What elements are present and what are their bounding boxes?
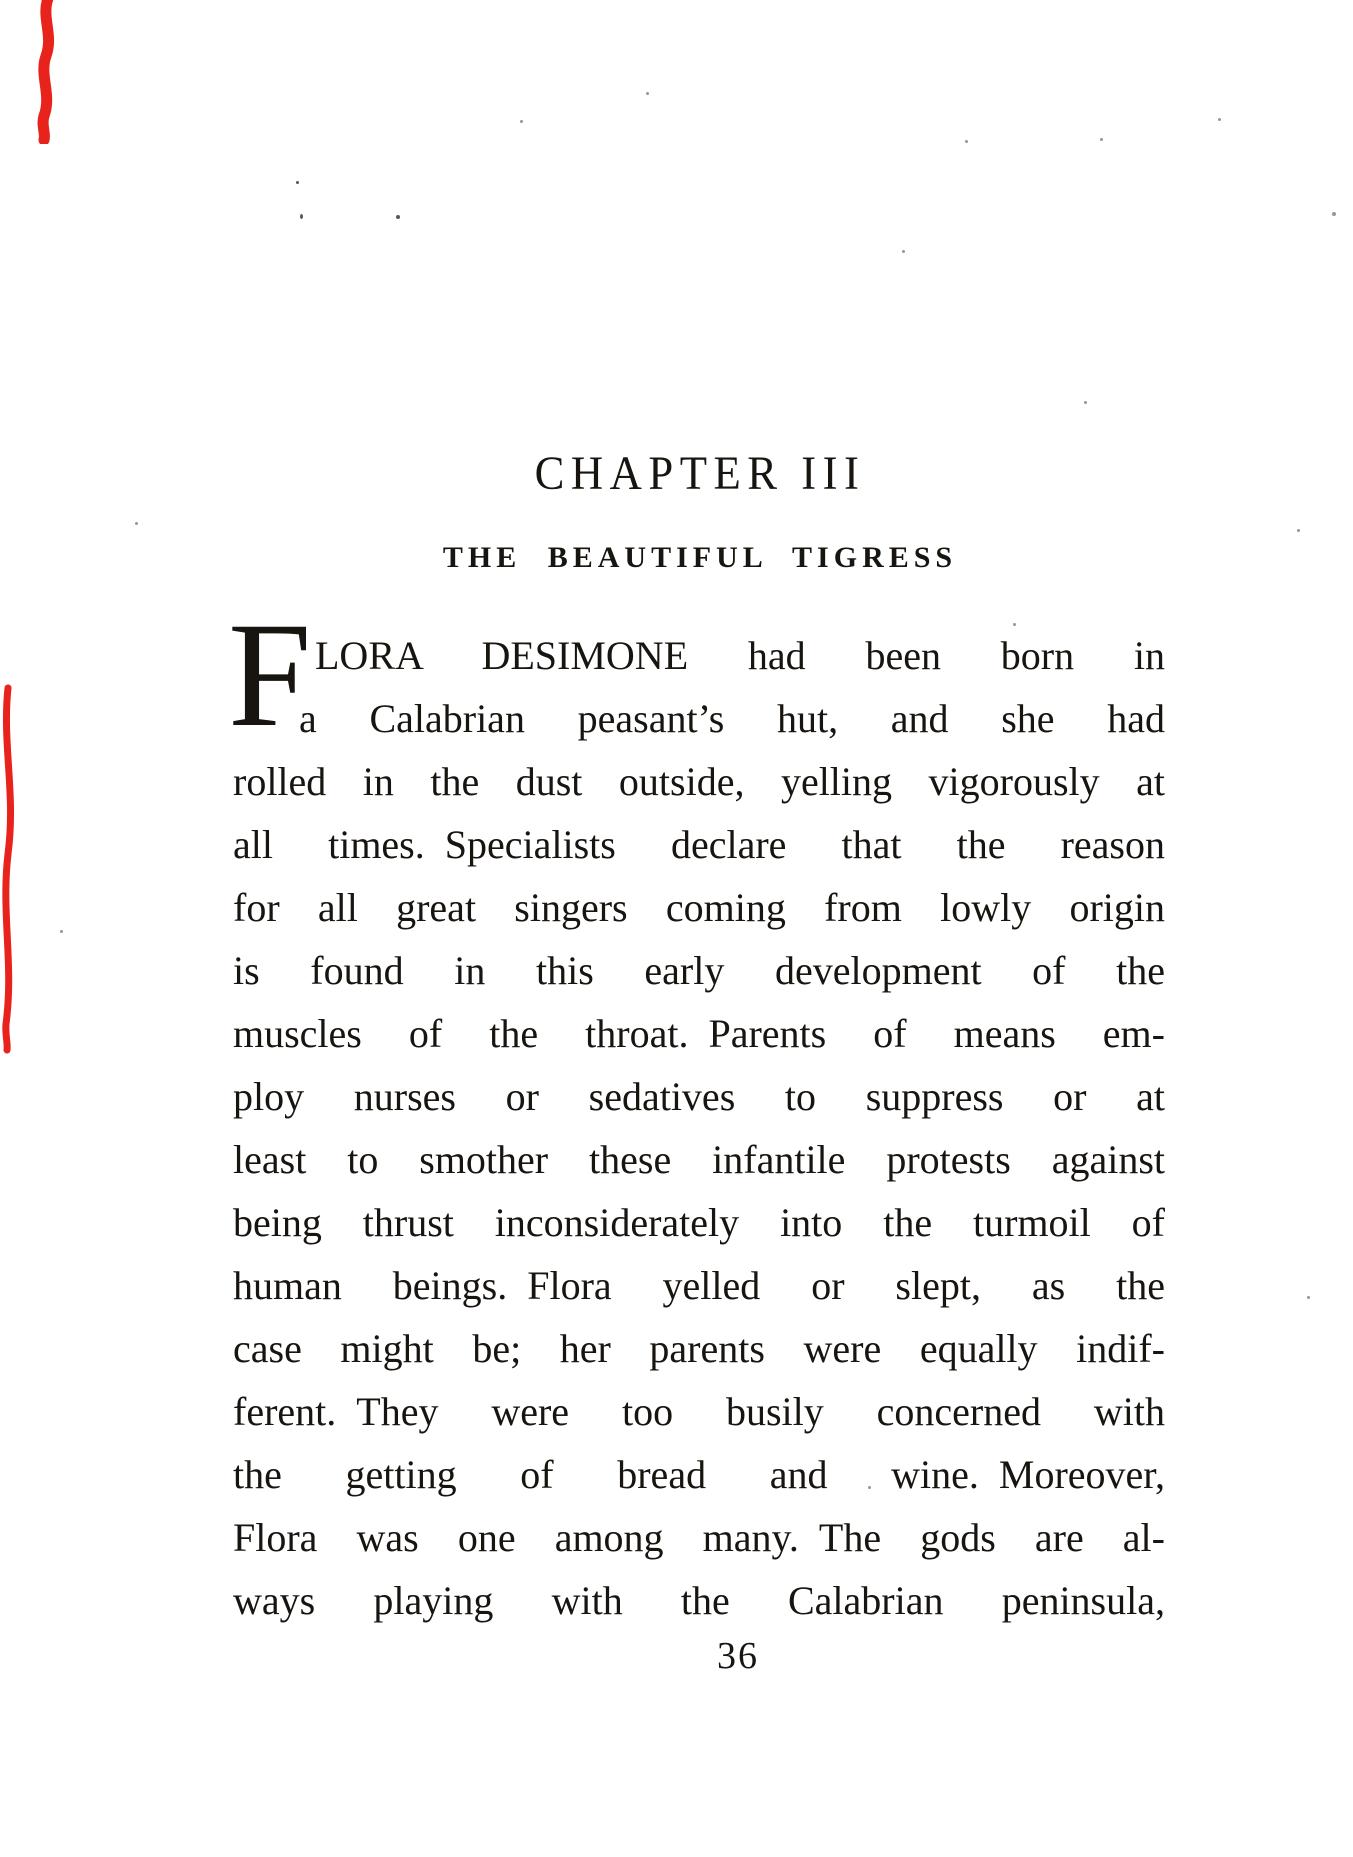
body-text-line: a Calabrian peasant’s hut, and she had [299, 696, 1165, 741]
scan-speck [1307, 1296, 1310, 1299]
body-text-line: LORA DESIMONE had been born in [315, 633, 1165, 678]
chapter-subtitle: THE BEAUTIFUL TIGRESS [442, 541, 958, 574]
scan-speck [520, 120, 523, 123]
body-text-line: ploy nurses or sedatives to suppress or at [233, 1074, 1165, 1119]
scan-speck [396, 215, 400, 219]
drop-cap-letter: F [228, 592, 312, 758]
body-text-line: for all great singers coming from lowly origin [233, 885, 1165, 930]
scan-speck [965, 140, 968, 143]
body-text-line: case might be; her parents were equally indif- [233, 1326, 1165, 1371]
scan-speck [1218, 118, 1221, 121]
body-text-line: ferent. They were too busily concerned with [233, 1389, 1165, 1434]
red-scan-mark-left-edge [0, 684, 32, 1054]
body-text-line: muscles of the throat. Parents of means em- [233, 1011, 1165, 1056]
body-text-line: rolled in the dust outside, yelling vigorously at [233, 759, 1165, 804]
chapter-title: CHAPTER III [534, 447, 866, 500]
body-text-line: human beings. Flora yelled or slept, as the [233, 1263, 1165, 1308]
body-text-line: all times. Specialists declare that the reason [233, 822, 1165, 867]
scan-speck [1297, 529, 1300, 532]
scan-speck [1013, 623, 1016, 626]
scan-speck [135, 522, 138, 525]
scan-speck [1084, 401, 1087, 404]
body-text-line: being thrust inconsiderately into the turmoil of [233, 1200, 1165, 1245]
body-text-line: the getting of bread and wine. Moreover, [233, 1452, 1165, 1497]
scan-speck [300, 214, 303, 219]
body-text-line: ways playing with the Calabrian peninsula, [233, 1578, 1165, 1623]
red-scan-mark-top-left [24, 0, 84, 144]
page-number: 36 [717, 1635, 759, 1677]
scan-speck [646, 92, 649, 95]
scan-speck [1332, 212, 1336, 216]
scan-speck [1100, 138, 1103, 141]
scan-speck [902, 250, 905, 253]
scan-speck [296, 181, 299, 184]
scan-speck [60, 930, 63, 933]
body-text-line: is found in this early development of the [233, 948, 1165, 993]
body-text-line: least to smother these infantile protests against [233, 1137, 1165, 1182]
body-text-line: Flora was one among many. The gods are al- [233, 1515, 1165, 1560]
body-text [233, 628, 1165, 1636]
